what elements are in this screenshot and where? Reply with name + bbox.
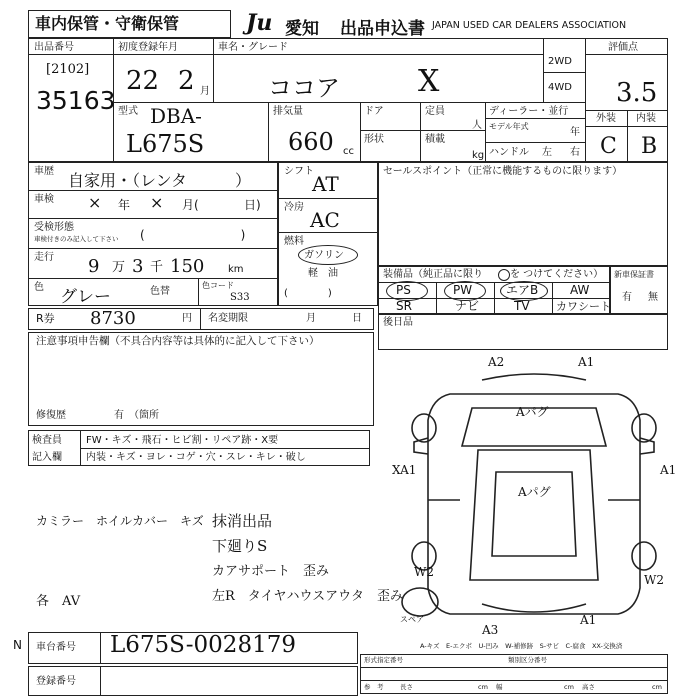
mileage-label: 走行 [34,252,54,263]
fuel-paren: ( ) [284,288,332,299]
mark-a1-top: A1 [578,355,595,369]
vehicle-info-block [28,38,668,162]
rating-score: 3.5 [616,78,658,108]
lot-sub-number: [2102] [46,62,90,77]
mark-apag-body: Aパグ [518,485,551,499]
mark-a3: A3 [482,623,499,637]
equip-airbag: エアB [506,283,539,297]
fuel-gasoline: ガソリン [304,250,344,261]
cert-class-label: 類別区分番号 [508,656,547,664]
model-year-unit: 年 [570,127,580,138]
mileage-unit: km [228,264,244,275]
model-prefix: DBA- [150,104,202,128]
model-code: L675S [126,130,205,158]
front-bumper-shape [482,374,586,380]
receive-note: 車検付きのみ記入して下さい [34,235,119,243]
rename-day: 日 [352,313,362,324]
handle-left: 左 [542,147,552,158]
equip-tv: TV [514,299,530,313]
equip-ps-circle [386,281,428,301]
car-name-label: 車名・グレード [218,42,288,53]
mark-xa1-left: XA1 [392,463,417,477]
rating-label: 評価点 [608,42,638,53]
wheel-front-left [412,414,436,442]
ticket-label: R券 [36,312,55,325]
car-damage-diagram [378,350,678,640]
cert-height-unit: cm [652,683,662,691]
equip-pw: PW [453,283,473,297]
equip-navi: ナビ [455,299,480,313]
cabin-outline [470,450,598,580]
mark-spare: スペア [400,615,424,624]
handle-right: 右 [570,147,580,158]
color-label: 色 [34,282,44,293]
shift-value: AT [312,172,339,196]
ticket-value: 8730 [90,308,136,329]
cert-height-label: 高さ [582,683,595,691]
color-code-value: S33 [230,292,250,303]
rename-label: 名変期限 [208,313,248,324]
door-label: ドア [364,106,384,117]
after-day-block [378,314,668,350]
car-name-value: ココア [268,74,340,102]
wheel-rear-right [632,542,656,570]
frame-label: 車台番号 [36,642,76,653]
rear-bumper-shape [482,604,586,612]
inspection-label: 車検 [34,194,54,205]
cert-width-label: 幅 [496,683,503,691]
drive-4wd: 4WD [548,82,572,93]
mileage-sen-unit: 千 [150,260,164,275]
mirror-right [640,438,654,454]
inspection-month-value: × [150,193,164,212]
wheel-front-right [632,414,656,442]
mileage-rest: 150 [170,256,205,277]
mileage-sen: 3 [132,256,144,277]
inspector-label-1: 検査員 [32,435,62,446]
note-underbody: 下廻りS [212,537,268,555]
cert-length-label: 長さ [400,683,413,691]
rating-interior-label: 内装 [636,113,656,124]
rating-exterior: C [600,134,617,159]
mark-a2: A2 [488,355,505,369]
handle-label: ハンドル [489,147,529,158]
inspection-day-unit: 日) [244,198,261,212]
capacity-unit: 人 [472,120,482,131]
ac-label: 冷房 [284,202,304,213]
margin-mark: N [13,638,22,652]
cert-width-unit: cm [564,683,574,691]
car-grade-value: X [418,64,440,99]
dealer-label: ディーラー・並行 [489,106,569,117]
rating-exterior-label: 外装 [596,113,616,124]
inspection-year-value: × [88,193,102,212]
equip-airbag-circle [500,281,548,301]
equip-leather-seat: カワシート [556,300,611,313]
inspector-row-1: FW・キズ・飛石・ヒビ割・リペア跡・X要 [86,435,279,446]
color-value: グレー [60,287,111,307]
fuel-gasoline-circle [298,245,358,265]
fuel-diesel: 軽 油 [308,268,338,279]
notes-label: 注意事項申告欄（不具合内容等は具体的に記入して下さい） [36,335,320,347]
equip-ps: PS [396,283,411,297]
rename-month: 月 [306,313,316,324]
inspection-year-unit: 年 [118,198,131,212]
repair-label: 修復歴 [36,410,66,421]
mileage-man-unit: 万 [112,260,126,275]
equip-pw-circle [444,281,486,301]
warranty-yes: 有 [622,292,632,303]
equipment-circle-note: を つけてください） [510,269,604,280]
first-reg-year: 22 [126,66,160,96]
drive-2wd: 2WD [548,56,572,67]
warranty-label: 新車保証書 [614,270,654,279]
first-reg-month-unit: 月 [200,86,210,97]
note-deregistered: 抹消出品 [212,512,273,530]
capacity-label: 定員 [425,106,445,117]
cert-length-unit: cm [478,683,488,691]
lot-number: 35163 [36,86,116,115]
car-body-outline [428,394,640,614]
color-change-label: 色替 [150,286,170,297]
registration-block [28,666,358,696]
document-title: 出品申込書 [340,19,425,39]
damage-legend: A-キズ E-エクボ U-凹み W-補修跡 S-サビ C-腐食 XX-交換済 [420,642,623,650]
color-code-label: 色コード [202,281,234,290]
note-core-support: カアサポート 歪み [212,564,330,579]
load-unit: kg [472,150,485,161]
shift-label: シフト [284,166,314,177]
mark-a1-right: A1 [660,463,677,477]
mileage-man: 9 [88,256,100,277]
history-label: 車歴 [34,166,54,177]
shape-label: 形状 [364,134,384,145]
first-reg-label: 初度登録年月 [118,42,178,53]
association-name: JAPAN USED CAR DEALERS ASSOCIATION [432,20,627,31]
receive-label: 受検形態 [34,222,74,233]
equipment-label: 装備品（純正品に限り [383,269,483,280]
repair-value: 有 （箇所 [114,410,159,421]
mirror-left [414,438,428,454]
equip-sr: SR [396,299,412,313]
sales-point-label: セールスポイント（正常に機能するものに限ります） [383,166,623,177]
cert-ref-label: 参 考 [364,683,384,691]
inspection-month-unit: 月( [182,198,199,212]
mark-w2-left: W2 [414,565,434,579]
note-mirror: カミラー ホイルカバー キズ [36,514,204,528]
after-day-label: 後日品 [383,317,413,328]
displacement-label: 排気量 [273,106,303,117]
note-wheelhouse: 左R タイヤハウスアウタ 歪み [212,589,404,604]
ticket-unit: 円 [182,313,192,324]
cert-type-label: 形式指定番号 [364,656,403,664]
mark-w2-right: W2 [644,573,664,587]
displacement-unit: cc [343,146,354,157]
inspector-row-2: 内装・キズ・ヨレ・コゲ・穴・スレ・キレ・破し [86,452,306,463]
fuel-label: 燃料 [284,236,304,247]
org-name: 愛知 [285,19,319,39]
ju-logo: Ju [246,10,273,36]
load-label: 積載 [425,134,445,145]
ac-value: AC [310,208,340,232]
mark-a1-bottom: A1 [580,613,597,627]
ticket-row [28,308,374,330]
rating-interior: B [641,134,658,159]
history-value: 自家用・（レンタ ） [68,171,251,190]
mark-apag-roof: Aパグ [516,405,549,419]
model-label: 型式 [118,106,138,117]
registration-label: 登録番号 [36,676,76,687]
displacement-value: 660 [288,128,334,156]
warranty-no: 無 [648,292,658,303]
equip-aw: AW [570,283,590,297]
note-av: 各 AV [36,594,81,609]
first-reg-month: 2 [178,66,195,96]
storage-label-box [28,10,231,38]
sales-point-block [378,162,668,266]
storage-label: 車内保管・守衛保管 [35,14,180,33]
receive-paren: ( ) [140,228,246,242]
inspector-label-2: 記入欄 [32,452,62,463]
model-year-label: モデル年式 [489,122,529,131]
lot-label: 出品番号 [34,42,74,53]
frame-value: L675S-0028179 [110,632,296,658]
